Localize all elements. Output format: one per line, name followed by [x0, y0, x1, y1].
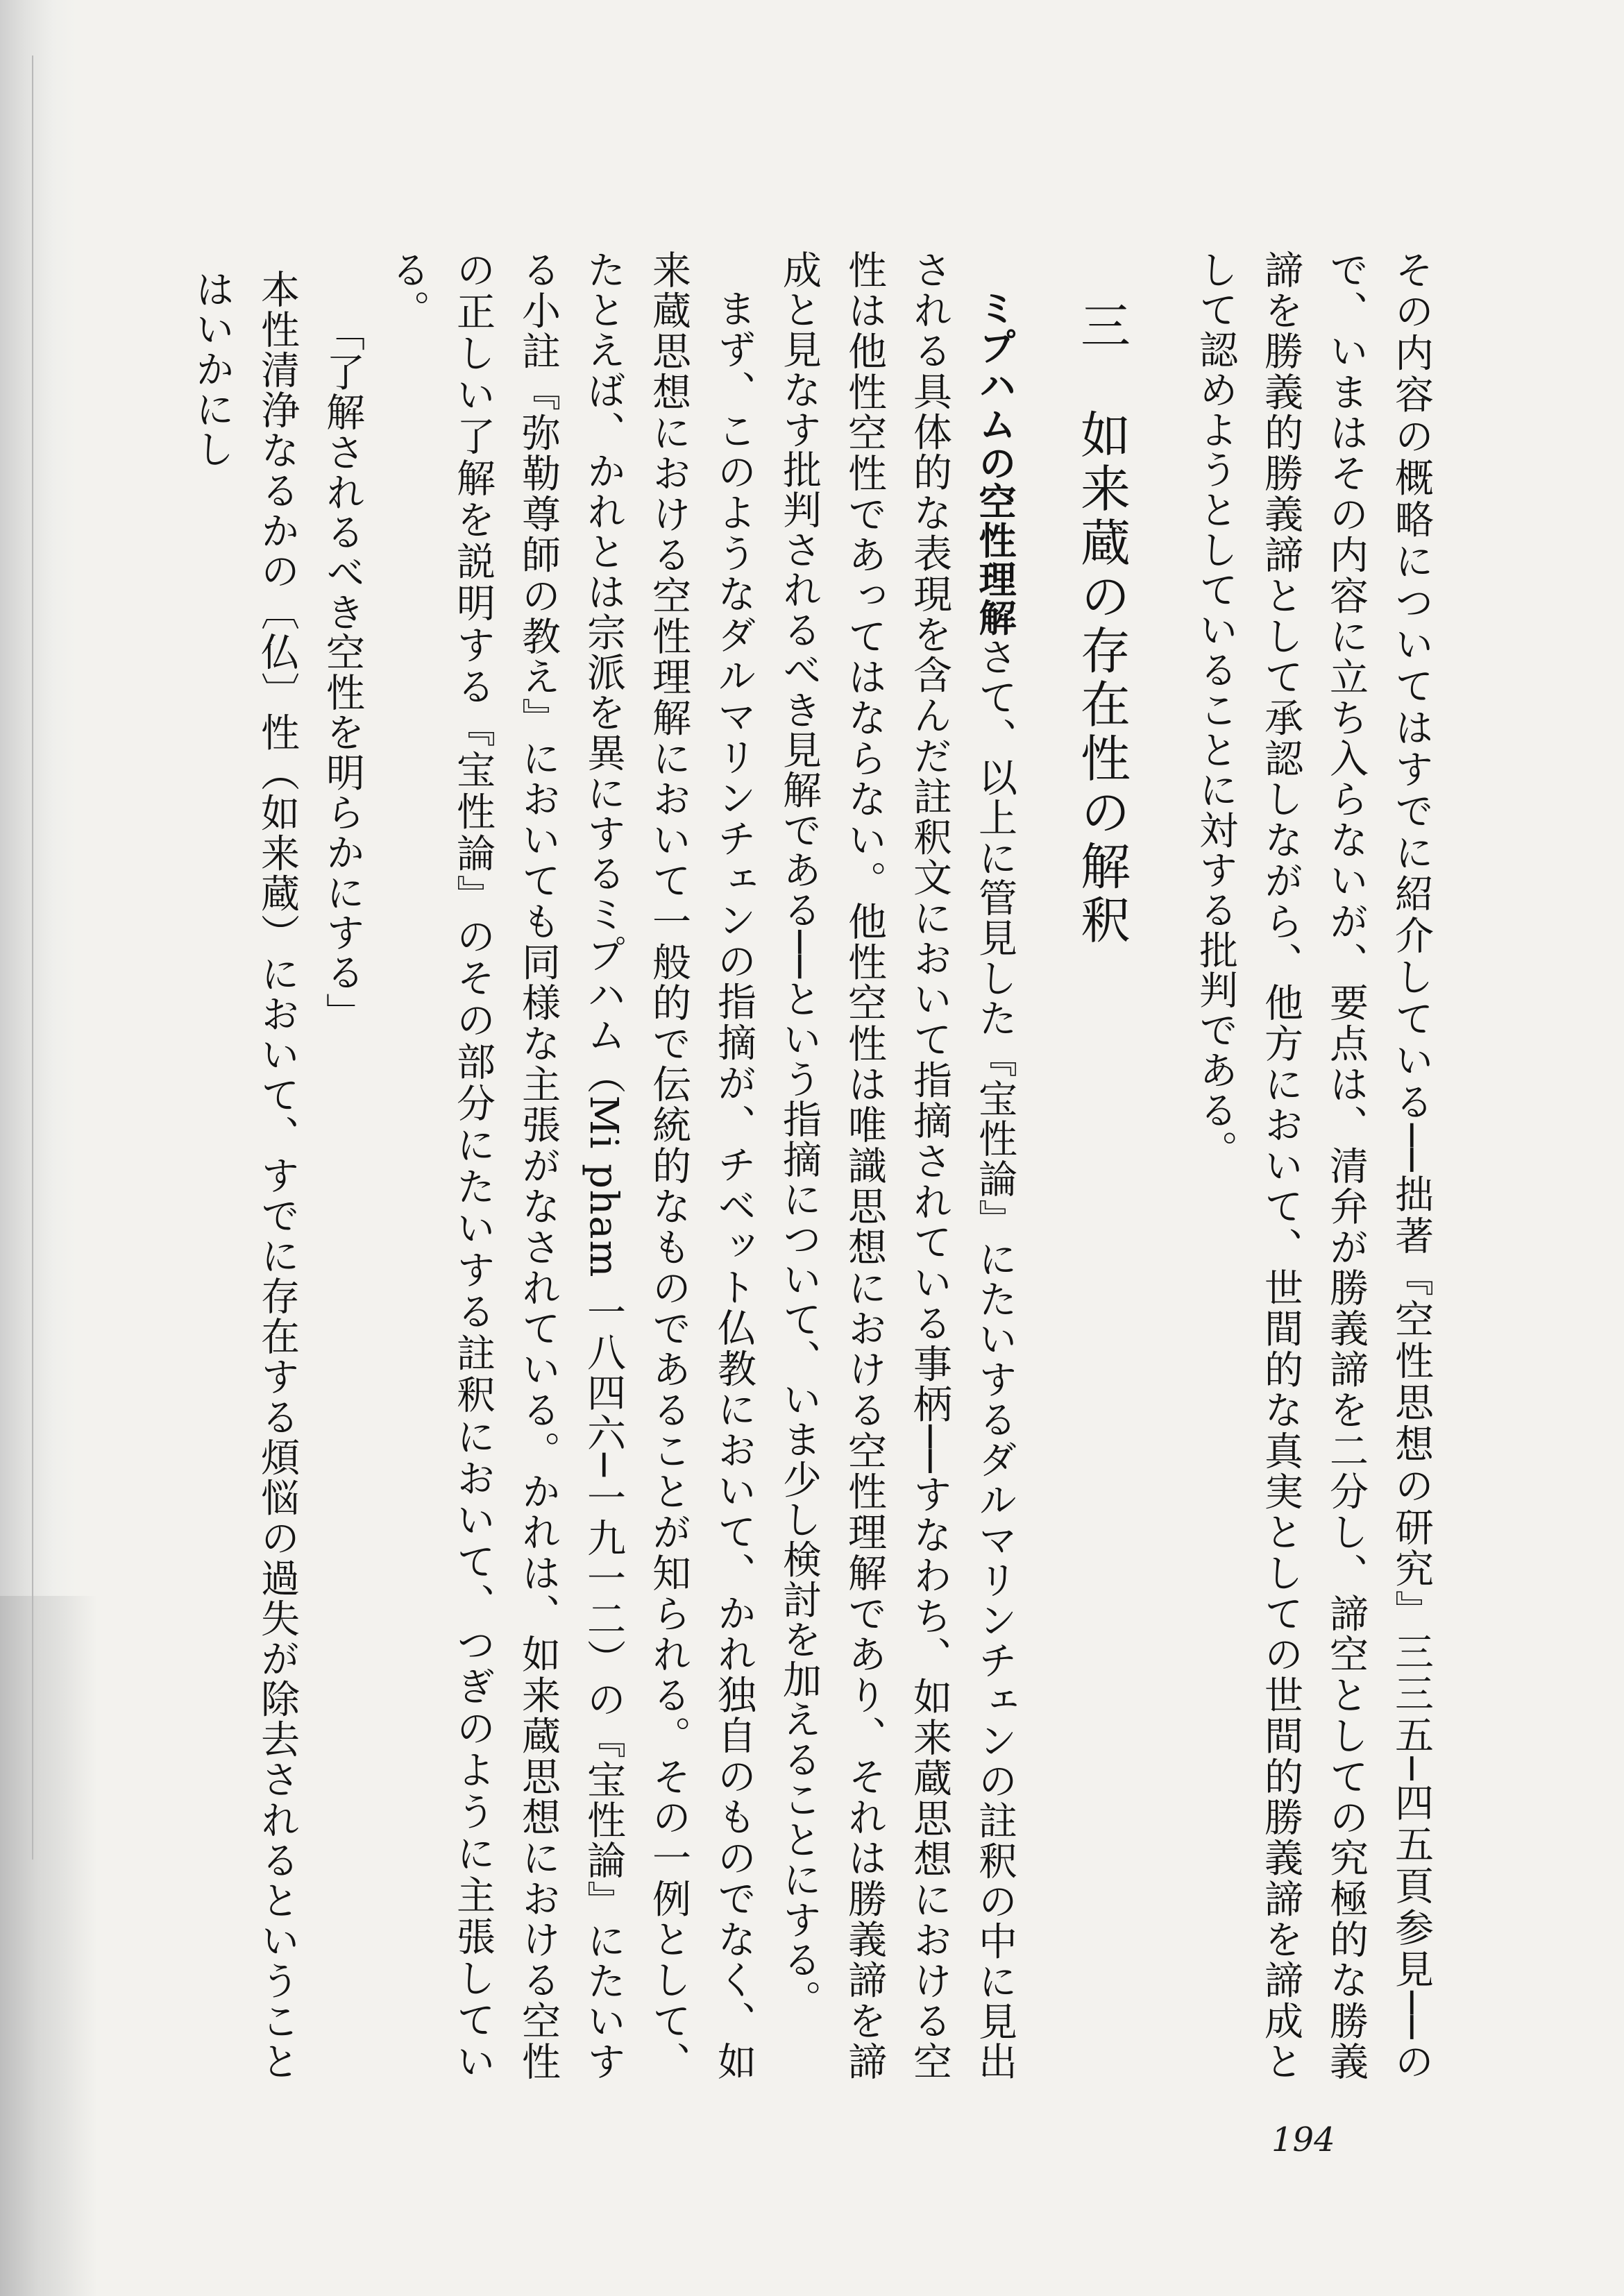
section-number: 三: [1072, 300, 1131, 354]
paragraph-dharmarinchen: まず、このようなダルマリンチェンの指摘が、チベット仏教において、かれ独自のものでなく、如来蔵思想における空性理解において一般的で伝統的なものであることが知られる。その一例として、たとえば、かれとは宗派を異にするミプハム（Mi pham 一八四六─一九一二）の『宝性論』にたいする小註『弥勒尊師の教え』においても同様な主張がなされている。かれは、如来蔵思想における空性の正しい了解を説明する『宝性論』のその部分にたいする註釈において、つぎのように主張している。: [385, 250, 756, 2082]
vertical-text-body: [189, 250, 1444, 2082]
section-heading: [1069, 250, 1134, 2082]
page-content: [189, 250, 1444, 2109]
run-in-heading: ミプハムの空性理解: [973, 289, 1017, 638]
section-title: 如来蔵の存在性の解釈: [1072, 408, 1131, 949]
paragraph-mipham-text: さて、以上に管見した『宝性論』にたいするダルマリンチェンの註釈の中に見出される具体的な表現を含んだ註釈文において指摘されている事柄──すなわち、如来蔵思想における空性は他性空性であってはならない。他性空性は唯識思想における空性理解であり、それは勝義諦を諦成と見なす批判されるべき見解である──という指摘について、いま少し検討を加えることにする。: [777, 250, 1017, 2082]
paragraph-continued: その内容の概略についてはすでに紹介している──拙著『空性思想の研究』三三五─四五頁参見──ので、いまはその内容に立ち入らないが、要点は、清弁が勝義諦を二分し、諦空としての究極的な勝義諦を勝義的勝義諦として承認しながら、他方において、世間的な真実としての世間的勝義諦を諦成として認めようとしていることに対する批判である。: [1193, 250, 1434, 2082]
paragraph-mipham: [766, 250, 1027, 2082]
page-number: 194: [1271, 2120, 1335, 2159]
scan-shadow-edge-lower: [0, 1596, 97, 2296]
binding-line: [32, 56, 33, 1860]
quoted-heading: 「了解されるべき空性を明らかにする」: [320, 312, 365, 1032]
paragraph-quoted-text: 本性清浄なるかの〔仏〕性（如来蔵）において、すでに存在する煩悩の過失が除去されるということはいかにし: [189, 269, 300, 2082]
